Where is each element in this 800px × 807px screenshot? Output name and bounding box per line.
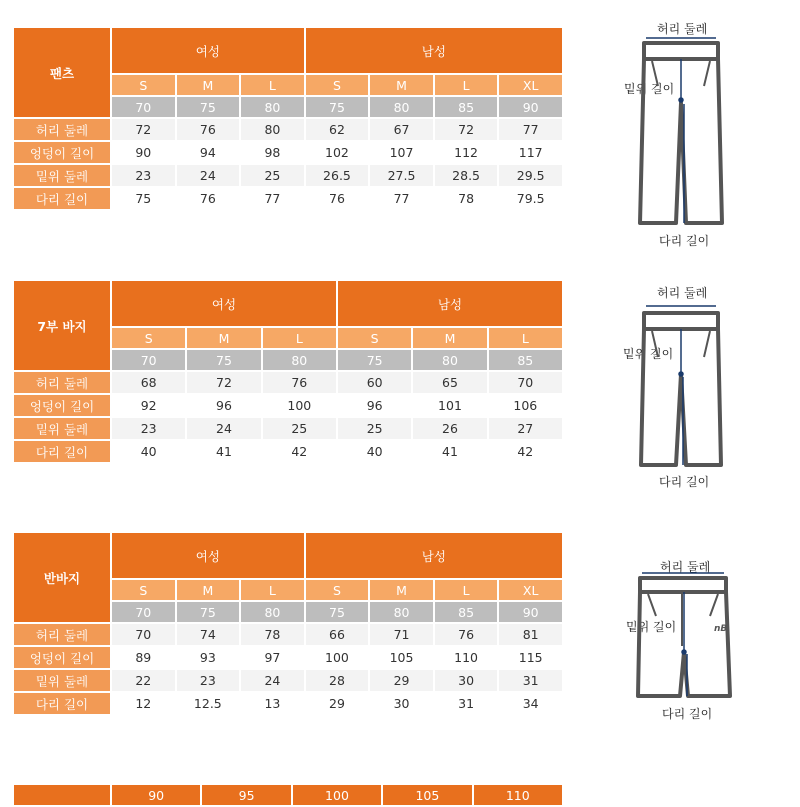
row-label: 엉덩이 길이 — [14, 395, 110, 416]
value-cell: 40 — [112, 441, 185, 462]
row-label: 다리 길이 — [14, 693, 110, 714]
size-cell: S — [112, 75, 175, 95]
men-header: 남성 — [306, 28, 562, 73]
row-label: 엉덩이 길이 — [14, 647, 110, 668]
size-cell: S — [338, 328, 411, 348]
value-cell: 31 — [499, 670, 562, 691]
size-cell: L — [435, 75, 498, 95]
value-cell: 90 — [112, 142, 175, 163]
value-cell: 101 — [413, 395, 486, 416]
value-cell: 74 — [177, 624, 240, 645]
value-cell: 77 — [499, 119, 562, 140]
value-cell: 110 — [435, 647, 498, 668]
value-cell: 28 — [306, 670, 369, 691]
men-header: 남성 — [306, 533, 562, 578]
value-cell: 26.5 — [306, 165, 369, 186]
value-cell: 23 — [112, 165, 175, 186]
value-cell: 107 — [370, 142, 433, 163]
value-cell: 80 — [241, 119, 304, 140]
waist-label: 허리 둘레 — [660, 560, 711, 574]
size-number-cell: 70 — [112, 602, 175, 622]
value-cell: 42 — [489, 441, 562, 462]
value-cell: 78 — [435, 188, 498, 209]
shorts-icon — [610, 556, 760, 726]
value-cell: 72 — [187, 372, 260, 393]
size-cell: M — [370, 580, 433, 600]
value-cell: 97 — [241, 647, 304, 668]
waist-label: 허리 둘레 — [657, 22, 708, 36]
women-header: 여성 — [112, 533, 304, 578]
table-title: 반바지 — [14, 533, 110, 622]
value-cell: 76 — [306, 188, 369, 209]
value-cell: 70 — [112, 624, 175, 645]
table-row — [14, 142, 562, 163]
row-label: 허리 둘레 — [14, 119, 110, 140]
value-cell: 105 — [370, 647, 433, 668]
size-number-cell: 105 — [383, 785, 471, 805]
value-cell: 72 — [435, 119, 498, 140]
size-number-cell: 100 — [293, 785, 381, 805]
value-cell: 25 — [338, 418, 411, 439]
row-label: 허리 둘레 — [14, 624, 110, 645]
table-row — [14, 119, 562, 140]
table-row — [14, 165, 562, 186]
row-label: 허리 둘레 — [14, 372, 110, 393]
value-cell: 100 — [263, 395, 336, 416]
value-cell: 77 — [370, 188, 433, 209]
value-cell: 62 — [306, 119, 369, 140]
size-cell: L — [241, 580, 304, 600]
row-label: 다리 길이 — [14, 188, 110, 209]
value-cell: 27 — [489, 418, 562, 439]
size-cell: L — [489, 328, 562, 348]
size-number-cell: 90 — [112, 785, 200, 805]
value-cell: 75 — [112, 188, 175, 209]
value-cell: 29 — [370, 670, 433, 691]
size-cell: S — [112, 580, 175, 600]
waist-label: 허리 둘레 — [657, 286, 708, 300]
size-table-pants — [12, 26, 564, 211]
value-cell: 26 — [413, 418, 486, 439]
value-cell: 77 — [241, 188, 304, 209]
size-number-cell: 80 — [413, 350, 486, 370]
table-row — [14, 441, 562, 462]
value-cell: 30 — [435, 670, 498, 691]
value-cell: 106 — [489, 395, 562, 416]
size-cell: L — [263, 328, 336, 348]
size-cell: S — [112, 328, 185, 348]
size-number-cell: 80 — [370, 602, 433, 622]
value-cell: 79.5 — [499, 188, 562, 209]
rise-label: 밑위 길이 — [624, 82, 675, 96]
value-cell: 12.5 — [177, 693, 240, 714]
value-cell: 98 — [241, 142, 304, 163]
size-number-cell: 75 — [177, 602, 240, 622]
size-number-cell: 80 — [241, 97, 304, 117]
value-cell: 65 — [413, 372, 486, 393]
value-cell: 68 — [112, 372, 185, 393]
size-cell: M — [177, 580, 240, 600]
size-cell: M — [370, 75, 433, 95]
size-cell: S — [306, 580, 369, 600]
table-title: 팬츠 — [14, 28, 110, 117]
size-number-cell: 80 — [241, 602, 304, 622]
size-cell: M — [413, 328, 486, 348]
size-cell: XL — [499, 580, 562, 600]
size-number-cell: 95 — [202, 785, 290, 805]
table-row — [14, 647, 562, 668]
row-label: 밑위 둘레 — [14, 165, 110, 186]
value-cell: 24 — [241, 670, 304, 691]
men-header: 남성 — [338, 281, 562, 326]
value-cell: 72 — [112, 119, 175, 140]
value-cell: 24 — [187, 418, 260, 439]
size-number-cell: 80 — [263, 350, 336, 370]
women-header: 여성 — [112, 281, 336, 326]
value-cell: 93 — [177, 647, 240, 668]
women-header: 여성 — [112, 28, 304, 73]
value-cell: 42 — [263, 441, 336, 462]
shorts-diagram — [610, 556, 760, 726]
value-cell: 112 — [435, 142, 498, 163]
value-cell: 115 — [499, 647, 562, 668]
size-table-shorts — [12, 531, 564, 716]
table-row — [14, 693, 562, 714]
size-number-cell: 75 — [338, 350, 411, 370]
value-cell: 25 — [241, 165, 304, 186]
size-number-cell: 90 — [499, 97, 562, 117]
size-number-cell: 85 — [435, 97, 498, 117]
value-cell: 117 — [499, 142, 562, 163]
size-number-cell: 70 — [112, 350, 185, 370]
value-cell: 89 — [112, 647, 175, 668]
size-cell: L — [435, 580, 498, 600]
table-title-cell — [14, 785, 110, 805]
value-cell: 31 — [435, 693, 498, 714]
value-cell: 94 — [177, 142, 240, 163]
value-cell: 24 — [177, 165, 240, 186]
value-cell: 76 — [435, 624, 498, 645]
rise-label: 밑위 길이 — [623, 347, 674, 361]
size-cell: XL — [499, 75, 562, 95]
rise-label: 밑위 길이 — [626, 620, 677, 634]
size-table-cropped-pants — [12, 279, 564, 464]
nb-logo-icon: nB — [714, 624, 728, 634]
cropped-pants-diagram — [610, 282, 760, 492]
value-cell: 71 — [370, 624, 433, 645]
size-cell: M — [177, 75, 240, 95]
value-cell: 100 — [306, 647, 369, 668]
value-cell: 66 — [306, 624, 369, 645]
table-row — [14, 372, 562, 393]
size-cell: L — [241, 75, 304, 95]
size-cell: M — [187, 328, 260, 348]
leg-label: 다리 길이 — [662, 707, 713, 721]
size-number-cell: 90 — [499, 602, 562, 622]
value-cell: 34 — [499, 693, 562, 714]
table-row — [14, 418, 562, 439]
table-row — [14, 395, 562, 416]
size-number-cell: 75 — [306, 97, 369, 117]
size-number-cell: 75 — [177, 97, 240, 117]
leg-label: 다리 길이 — [659, 234, 710, 248]
row-label: 다리 길이 — [14, 441, 110, 462]
size-number-cell: 110 — [474, 785, 562, 805]
value-cell: 92 — [112, 395, 185, 416]
value-cell: 60 — [338, 372, 411, 393]
size-number-cell: 75 — [306, 602, 369, 622]
value-cell: 40 — [338, 441, 411, 462]
table-row — [14, 624, 562, 645]
value-cell: 102 — [306, 142, 369, 163]
size-number-cell: 70 — [112, 97, 175, 117]
value-cell: 96 — [187, 395, 260, 416]
long-pants-diagram — [610, 18, 760, 248]
row-label: 엉덩이 길이 — [14, 142, 110, 163]
value-cell: 12 — [112, 693, 175, 714]
value-cell: 23 — [177, 670, 240, 691]
leg-label: 다리 길이 — [659, 475, 710, 489]
table-title: 7부 바지 — [14, 281, 110, 370]
value-cell: 76 — [263, 372, 336, 393]
value-cell: 13 — [241, 693, 304, 714]
table-row — [14, 670, 562, 691]
value-cell: 78 — [241, 624, 304, 645]
value-cell: 76 — [177, 119, 240, 140]
value-cell: 96 — [338, 395, 411, 416]
size-cell: S — [306, 75, 369, 95]
value-cell: 25 — [263, 418, 336, 439]
value-cell: 29.5 — [499, 165, 562, 186]
value-cell: 27.5 — [370, 165, 433, 186]
value-cell: 41 — [413, 441, 486, 462]
size-number-cell: 80 — [370, 97, 433, 117]
row-label: 밑위 둘레 — [14, 670, 110, 691]
table-row — [14, 188, 562, 209]
long-pants-icon — [610, 18, 760, 248]
size-number-cell: 85 — [435, 602, 498, 622]
value-cell: 81 — [499, 624, 562, 645]
size-table-partial — [12, 783, 564, 807]
value-cell: 30 — [370, 693, 433, 714]
value-cell: 76 — [177, 188, 240, 209]
cropped-pants-icon — [610, 282, 760, 492]
size-number-cell: 85 — [489, 350, 562, 370]
value-cell: 28.5 — [435, 165, 498, 186]
row-label: 밑위 둘레 — [14, 418, 110, 439]
value-cell: 70 — [489, 372, 562, 393]
size-number-cell: 75 — [187, 350, 260, 370]
value-cell: 23 — [112, 418, 185, 439]
value-cell: 22 — [112, 670, 175, 691]
value-cell: 41 — [187, 441, 260, 462]
value-cell: 67 — [370, 119, 433, 140]
value-cell: 29 — [306, 693, 369, 714]
